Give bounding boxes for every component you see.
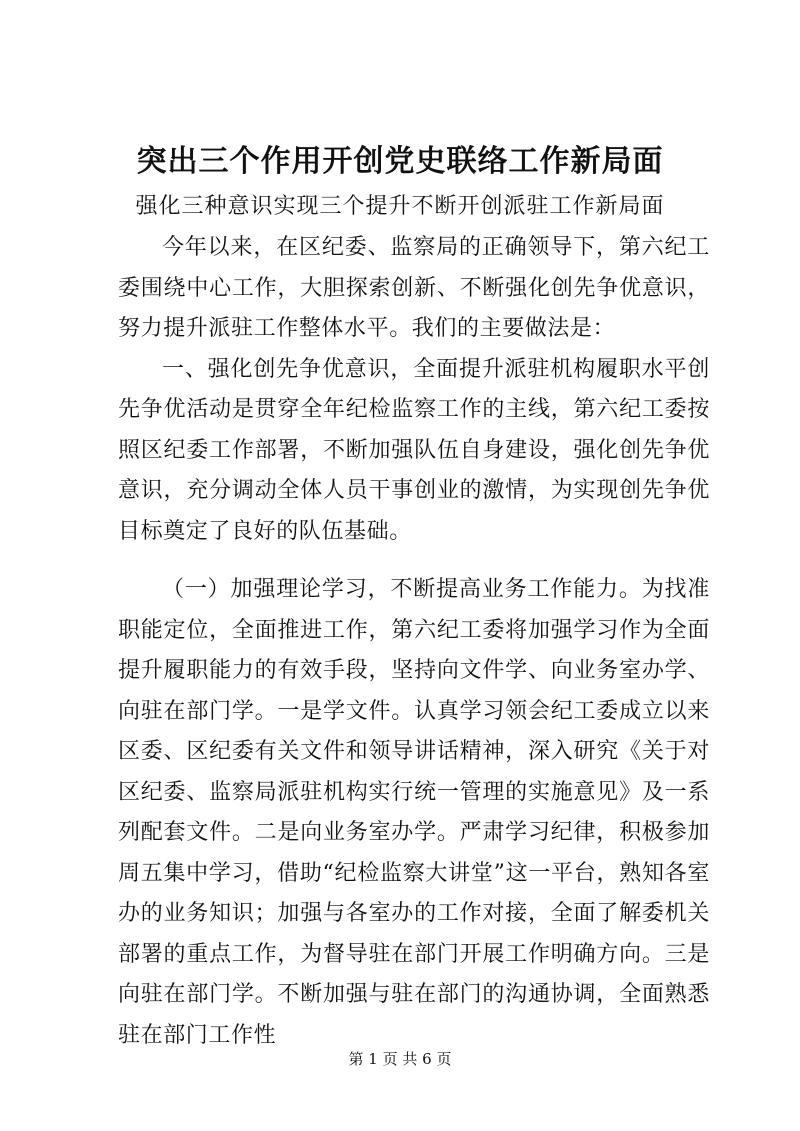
paragraph-section-one: 一、强化创先争优意识，全面提升派驻机构履职水平创先争优活动是贯穿全年纪检监察工作的主线，第六纪工委按照区纪委工作部署，不断加强队伍自身建设，强化创先争优意识，充分调动全体人员干事创业的激情，为实现创先争优目标奠定了良好的队伍基础。 [118,356,710,544]
paragraph-subsection-one: （一）加强理论学习，不断提高业务工作能力。为找准职能定位，全面推进工作，第六纪工委将加强学习作为全面提升履职能力的有效手段，坚持向文件学、向业务室办学、向驻在部门学。一是学文件。认真学习领会纪工委成立以来区委、区纪委有关文件和领导讲话精神，深入研究《关于对区纪委、监察局派驻机构实行统一管理的实施意见》及一系列配套文件。二是向业务室办学。严肃学习纪律，积极参加周五集中学习，借助“纪检监察大讲堂”这一平台，熟知各室办的业务知识；加强与各室办的工作对接，全面了解委机关部署的重点工作，为督导驻在部门开展工作明确方向。三是向驻在部门学。不断加强与驻在部门的沟通协调，全面熟悉驻在部门工作性 [118,577,710,1048]
document-subtitle: 强化三种意识实现三个提升不断开创派驻工作新局面 [135,194,665,219]
paragraph-intro: 今年以来，在区纪委、监察局的正确领导下，第六纪工委围绕中心工作，大胆探索创新、不断强化创先争优意识，努力提升派驻工作整体水平。我们的主要做法是： [118,235,710,341]
page-footer: 第 1 页 共 6 页 [348,1050,452,1068]
document-body [118,228,710,1056]
document-title: 突出三个作用开创党史联络工作新局面 [136,144,664,179]
